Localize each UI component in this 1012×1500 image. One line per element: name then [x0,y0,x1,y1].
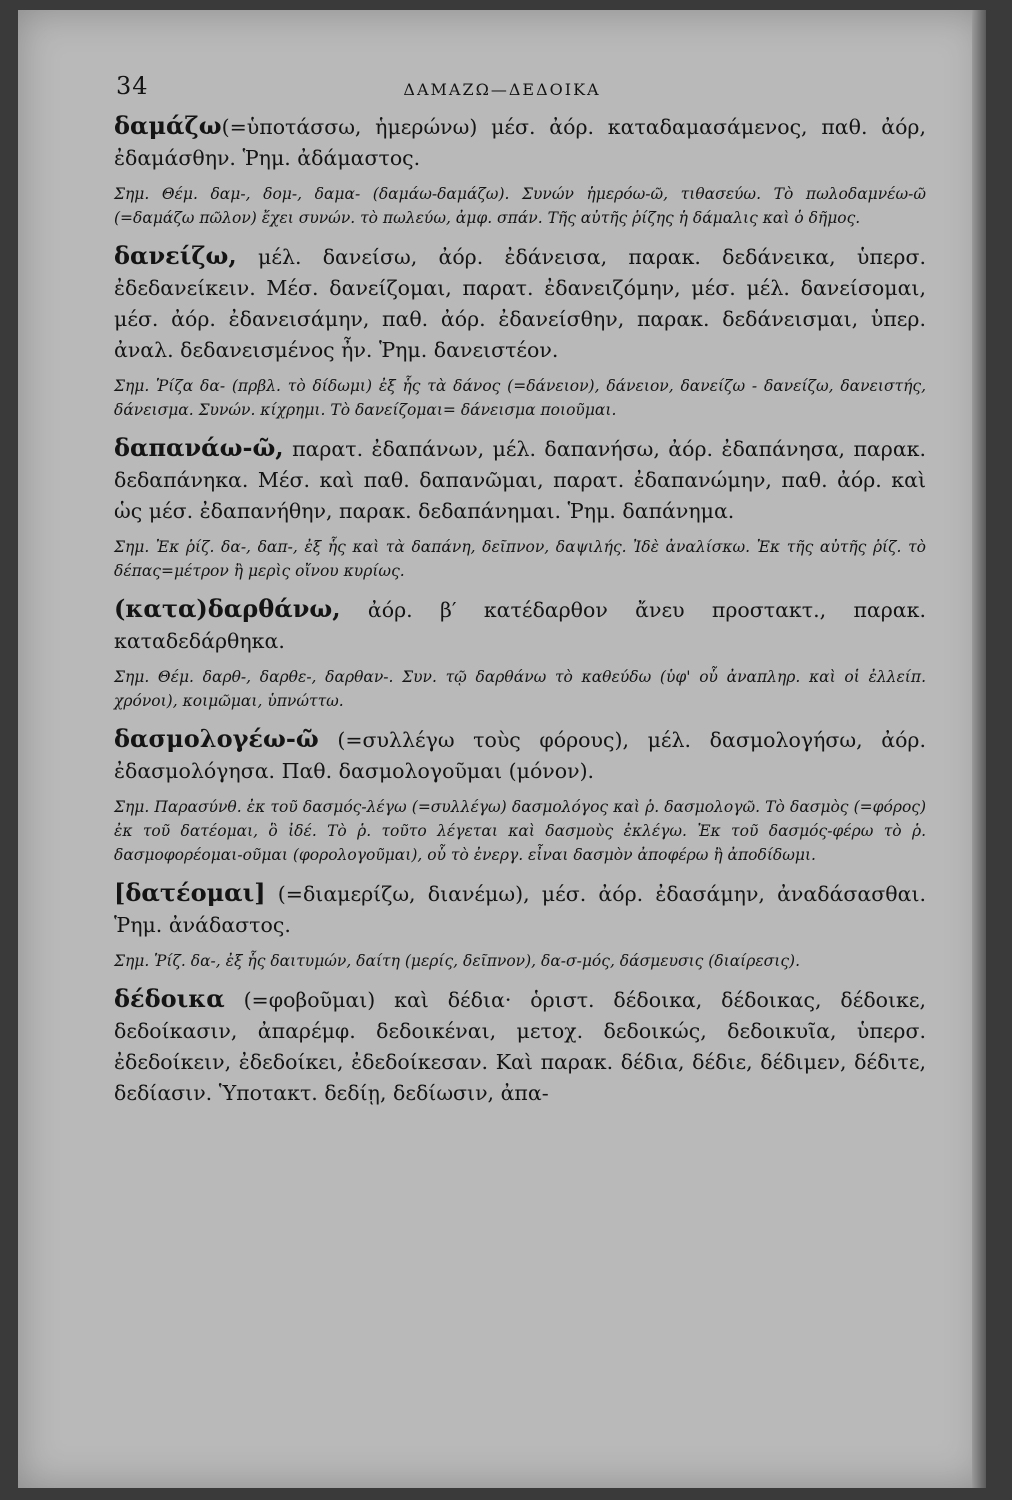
book-page [18,10,986,1488]
lemma: δασμολογέω-ῶ [114,724,319,753]
running-head: ΔΑΜΑΖΩ—ΔΕΔΟΙΚΑ [403,80,601,99]
entry-text: (=συλλέγω τοὺς φόρους), μέλ. δασμολογήσω, ἀόρ. ἐδασμολόγησα. Παθ. δασμολογοῦμαι (μόνον). [114,728,926,783]
entry-text: (=διαμερίζω, διανέμω), μέσ. ἀόρ. ἐδασάμην, ἀναδάσασθαι. Ῥημ. ἀνάδαστος. [114,882,926,937]
entry-dedoika [114,983,926,1109]
entry-dateomai [114,877,926,973]
entry-main [114,877,926,941]
page-edge-shadow [972,10,986,1488]
entry-main [114,240,926,366]
lemma: [δατέομαι] [114,878,266,907]
entry-note: Σημ. Θέμ. δαρθ-, δαρθε-, δαρθαν-. Συν. τῷ δαρθάνω τὸ καθεύδω (ὑφ' οὗ ἀναπληρ. καὶ οἱ ἐλλείπ. χρόνοι), κοιμῶμαι, ὑπνώττω. [114,668,926,710]
entry-text: ἀόρ. β′ κατέδαρθον ἄνευ προστακτ., παρακ. καταδεδάρθηκα. [114,598,926,653]
lemma: (κατα)δαρθάνω, [114,594,341,623]
page-number: 34 [116,72,149,100]
entry-main [114,593,926,657]
lemma: δέδοικα [114,984,225,1013]
entry-main [114,723,926,787]
entry-dapanao [114,432,926,583]
entry-note: Σημ. Θέμ. δαμ-, δομ-, δαμα- (δαμάω-δαμάζω). Συνών ἡμερόω-ῶ, τιθασεύω. Τὸ πωλοδαμνέω-ῶ (=δαμάζω πῶλον) ἔχει συνών. τὸ πωλεύω, ἀμφ. σπάν. Τῆς αὐτῆς ῥίζης ἡ δάμαλις καὶ ὁ δῆμος. [114,185,926,227]
entry-main [114,110,926,174]
entry-text: παρατ. ἐδαπάνων, μέλ. δαπανήσω, ἀόρ. ἐδαπάνησα, παρακ. δεδαπάνηκα. Μέσ. καὶ παθ. δαπανῶμαι, παρατ. ἐδαπανώμην, παθ. ἀόρ. καὶ ὡς μέσ. ἐδαπανήθην, παρακ. δεδαπάνημαι. Ῥημ. δαπάνημα. [114,437,926,523]
entry-text: (=ὑποτάσσω, ἡμερώνω) μέσ. ἀόρ. καταδαμασάμενος, παθ. ἀόρ, ἐδαμάσθην. Ῥημ. ἀδάμαστος. [114,115,926,170]
lemma: δανείζω, [114,241,237,270]
lemma: δαπανάω-ῶ, [114,433,284,462]
entry-dasmologeo [114,723,926,867]
entry-katadarthano [114,593,926,713]
entry-note: Σημ. Ἐκ ῥίζ. δα-, δαπ-, ἐξ ἧς καὶ τὰ δαπάνη, δεῖπνον, δαψιλής. Ἰδὲ ἀναλίσκω. Ἐκ τῆς αὐτῆς ῥίζ. τὸ δέπας=μέτρον ἢ μερὶς οἴνου κυρίως. [114,538,926,580]
lemma: δαμάζω [114,111,222,140]
entry-damazo [114,110,926,230]
entry-main [114,983,926,1109]
entry-note: Σημ. Ῥίζ. δα-, ἐξ ἧς δαιτυμών, δαίτη (μερίς, δεῖπνον), δα-σ-μός, δάσμευσις (διαίρεσις). [114,952,800,970]
entry-text: (=φοβοῦμαι) καὶ δέδια· ὁριστ. δέδοικα, δέδοικας, δέδοικε, δεδοίκασιν, ἀπαρέμφ. δεδοικέναι, μετοχ. δεδοικώς, δεδοικυῖα, ὑπερσ. ἐδεδοίκειν, ἐδεδοίκει, ἐδεδοίκεσαν. Καὶ παρακ. δέδια, δέδιε, δέδιμεν, δέδιτε, δεδίασιν. Ὑποτακτ. δεδίῃ, δεδίωσιν, ἀπα- [114,988,926,1105]
entry-main [114,432,926,527]
entry-note: Σημ. Παρασύνθ. ἐκ τοῦ δασμός-λέγω (=συλλέγω) δασμολόγος καὶ ῥ. δασμολογῶ. Τὸ δασμὸς (=φόρος) ἐκ τοῦ δατέομαι, ὃ ἰδέ. Τὸ ῥ. τοῦτο λέγεται καὶ δασμοὺς ἐκλέγω. Ἐκ τοῦ δασμός-φέρω τὸ ῥ. δασμοφορέομαι-οῦμαι (φορολογοῦμαι), οὗ τὸ ἐνεργ. εἶναι δασμὸν ἀποφέρω ἢ ἀποδίδωμι. [114,798,926,864]
entry-note: Σημ. Ῥίζα δα- (πρβλ. τὸ δίδωμι) ἐξ ἧς τὰ δάνος (=δάνειον), δάνειον, δανείζω - δανείζω, δανειστής, δάνεισμα. Συνών. κίχρημι. Τὸ δανείζομαι= δάνεισμα ποιοῦμαι. [114,377,926,419]
entry-daneizo [114,240,926,422]
entry-text: μέλ. δανείσω, ἀόρ. ἐδάνεισα, παρακ. δεδάνεικα, ὑπερσ. ἐδεδανείκειν. Μέσ. δανείζομαι, παρατ. ἐδανειζόμην, μέσ. μέλ. δανείσομαι, μέσ. ἀόρ. ἐδανεισάμην, παθ. ἀόρ. ἐδανείσθην, παρακ. δεδάνεισμαι, ὑπερ. ἀναλ. δεδανεισμένος ἦν. Ῥημ. δανειστέον. [114,245,926,362]
dictionary-content [114,110,926,1109]
